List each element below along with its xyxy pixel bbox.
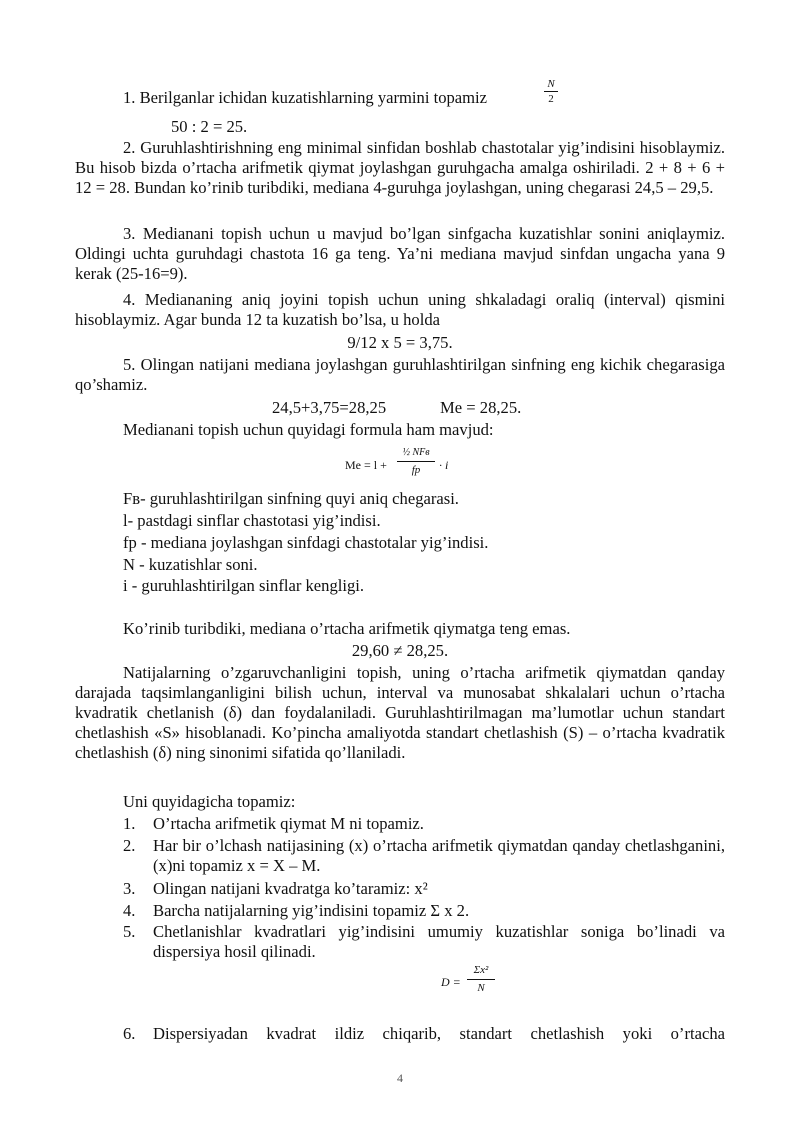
formula-d-lhs: D =: [441, 975, 461, 989]
list-text: O’rtacha arifmetik qiymat M ni topamiz.: [153, 814, 424, 833]
formula-lhs: Me = l +: [345, 458, 387, 472]
formula-numerator: ½ NFв: [402, 447, 430, 458]
median-formula: [345, 446, 465, 486]
definition-n: N - kuzatishlar soni.: [123, 555, 258, 574]
conclusion: Ko’rinib turibdiki, mediana o’rtacha arifmetik qiymatga teng emas.: [123, 619, 571, 638]
step-4-calc: 9/12 x 5 = 3,75.: [347, 333, 453, 352]
list-text: Dispersiyadan kvadrat ildiz chiqarib, standart chetlashish yoki o’rtacha: [153, 1024, 725, 1043]
formula-d-numerator: Σx²: [473, 964, 489, 976]
list-number: 5.: [123, 922, 136, 941]
formula-denominator: fp: [411, 464, 421, 476]
list-number: 4.: [123, 901, 136, 920]
step-3-paragraph: 3. Medianani topish uchun u mavjud bo’lgan sinfgacha kuzatishlar sonini aniqlaymiz. Oldingi uchta guruhdagi chastota 16 ga teng. Ya’ni mediana mavjud sinfdan ungacha yana 9 kerak (25-16=9).: [75, 224, 725, 283]
median-result: Me = 28,25.: [440, 398, 522, 417]
formula-d-denominator: N: [477, 982, 485, 994]
list-number: 2.: [123, 836, 136, 855]
definition-l: l- pastdagi sinflar chastotasi yig’indisi.: [123, 511, 381, 530]
inequality: 29,60 ≠ 28,25.: [351, 641, 449, 660]
formula-tail: · i: [439, 458, 449, 472]
step-1-calc: 50 : 2 = 25.: [171, 117, 248, 136]
step-5-paragraph: 5. Olingan natijani mediana joylashgan guruhlashtirilgan sinfning eng kichik chegarasiga qo’shamiz.: [75, 355, 725, 394]
list-number: 1.: [123, 814, 136, 833]
list-text: Olingan natijani kvadratga ko’taramiz: x²: [153, 879, 428, 898]
formula-intro: Medianani topish uchun quyidagi formula ham mavjud:: [123, 420, 494, 439]
definition-fv: Fв- guruhlashtirilgan sinfning quyi aniq chegarasi.: [123, 489, 459, 508]
variability-paragraph: Natijalarning o’zgaruvchanligini topish, uning o’rtacha arifmetik qiymatdan qanday darajada taqsimlanganligini bilish uchun, interval va munosabat shkalalari uchun o’rtacha kvadratik chetlanish (δ) dan foydalaniladi. Guruhlashtirilmagan ma’lumotlar uchun standart chetlashish «S» hisoblanadi. Ko’pincha amaliyotda standart chetlashish (S) – o’rtacha kvadratik chetlashish (δ) ning sinonimi sifatida qo’llaniladi.: [75, 663, 725, 762]
definition-fp: fp - mediana joylashgan sinfdagi chastotalar yig’indisi.: [123, 533, 489, 552]
step-2-paragraph: 2. Guruhlashtirishning eng minimal sinfidan boshlab chastotalar yig’indisini hisoblaymiz. Bu hisob bizda o’rtacha arifmetik qiymat joylashgan guruhgacha amalga oshiriladi. 2 + 8 + 6 + 12 = 28. Bundan ko’rinib turibdiki, mediana 4-guruhga joylashgan, uning chegarasi 24,5 – 29,5.: [75, 138, 725, 197]
list-number: 6.: [123, 1024, 136, 1043]
dispersion-formula: [441, 964, 501, 1004]
page-number: 4: [397, 1071, 403, 1085]
step-5-calc: 24,5+3,75=28,25: [272, 398, 387, 417]
fraction-denominator: 2: [548, 93, 554, 105]
list-text: Har bir o’lchash natijasining (x) o’rtacha arifmetik qiymatdan qanday chetlashganini, (x)ni topamiz x = X – M.: [153, 836, 725, 875]
list-number: 3.: [123, 879, 136, 898]
step-1-text: 1. Berilganlar ichidan kuzatishlarning yarmini topamiz: [123, 88, 488, 107]
list-intro: Uni quyidagicha topamiz:: [123, 792, 296, 811]
list-text: Chetlanishlar kvadratlari yig’indisini umumiy kuzatishlar soniga bo’linadi va dispersiya hosil qilinadi.: [153, 922, 725, 961]
half-n-fraction: [544, 78, 558, 105]
list-text: Barcha natijalarning yig’indisini topamiz Σ x 2.: [153, 901, 470, 920]
step-4-paragraph: 4. Mediananing aniq joyini topish uchun uning shkaladagi oraliq (interval) qismini hisoblaymiz. Agar bunda 12 ta kuzatish bo’lsa, u holda: [75, 290, 725, 329]
fraction-numerator: N: [547, 78, 555, 90]
definition-i: i - guruhlashtirilgan sinflar kengligi.: [123, 576, 365, 595]
